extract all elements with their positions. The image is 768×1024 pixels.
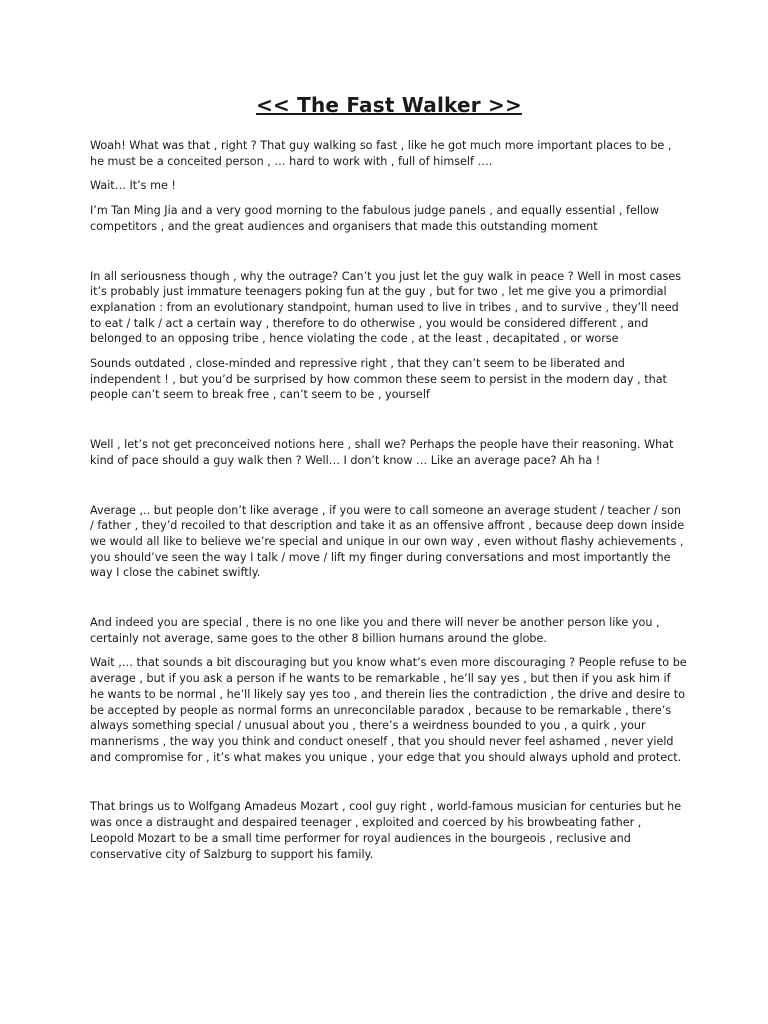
- spacer: [90, 403, 688, 437]
- spacer: [90, 646, 688, 655]
- paragraph-mozart: That brings us to Wolfgang Amadeus Mozart , cool guy right , world-famous musician for centuries but he was once a distraught and despaired teenager , exploited and coerced by his browbeating father , Leopold Mozart to be a small time performer for royal audiences in the bourgeois , reclusive and conservative city of Salzburg to support his family.: [90, 800, 682, 861]
- paragraph-preconceived: Well , let’s not get preconceived notions here , shall we? Perhaps the people have their reasoning. What kind of pace should a guy walk then ? Well… I don’t know … Like an average pace? Ah ha !: [90, 438, 674, 467]
- spacer: [90, 581, 688, 615]
- paragraph-wait: Wait… It’s me !: [90, 179, 176, 193]
- paragraph-introduction: I’m Tan Ming Jia and a very good morning to the fabulous judge panels , and equally essential , fellow competitors , and the great audiences and organisers that made this outstanding moment: [90, 204, 660, 233]
- document-page: [90, 92, 688, 862]
- paragraph-opening: Woah! What was that , right ? That guy walking so fast , like he got much more important places to be , he must be a conceited person , … hard to work with , full of himself ….: [90, 139, 672, 168]
- paragraph-seriousness: In all seriousness though , why the outrage? Can’t you just let the guy walk in peace ? Well in most cases it’s probably just immature teenagers poking fun at the guy , but for two , let me give you a primordial explanation : from an evolutionary standpoint, human used to live in tribes , and to survive , they’ll need to eat / talk / act a certain way , therefore to do otherwise , you would be considered different , and belonged to an opposing tribe , hence violating the code , at the least , decapitated , or worse: [90, 269, 682, 346]
- paragraph-outdated: Sounds outdated , close-minded and repressive right , that they can’t seem to be liberated and independent ! , but you’d be surprised by how common these seem to persist in the modern day , that people can’t seem to break free , can’t seem to be , yourself: [90, 357, 667, 402]
- spacer: [90, 235, 688, 269]
- paragraph-contradiction: Wait ,… that sounds a bit discouraging but you know what’s even more discouraging ? People refuse to be average , but if you ask a person if he wants to be remarkable , he’ll say yes , but then if you ask him if he wants to be normal , he’ll likely say yes too , and therein lies the contradiction , the drive and desire to be accepted by people as normal forms an unreconcilable paradox , because to be remarkable , there’s always something special / unusual about you , there’s a weirdness bounded to you , a quirk , your mannerisms , the way you think and conduct oneself , that you should never feel ashamed , never yield and compromise for , it’s what makes you unique , your edge that you should always uphold and protect.: [90, 656, 687, 764]
- paragraph-average: Average ,.. but people don’t like average , if you were to call someone an average student / teacher / son / father , they’d recoiled to that description and take it as an offensive affront , because deep down inside we would all like to believe we’re special and unique in our own way , even without flashy achievements , you should’ve seen the way I talk / move / lift my finger during conversations and most importantly the way I close the cabinet swiftly.: [90, 503, 685, 580]
- spacer: [90, 347, 688, 356]
- spacer: [90, 169, 688, 178]
- document-title: << The Fast Walker >>: [256, 93, 522, 117]
- spacer: [90, 469, 688, 503]
- spacer: [90, 765, 688, 799]
- spacer: [90, 194, 688, 203]
- paragraph-special: And indeed you are special , there is no one like you and there will never be another person like you , certainly not average, same goes to the other 8 billion humans around the globe.: [90, 616, 660, 645]
